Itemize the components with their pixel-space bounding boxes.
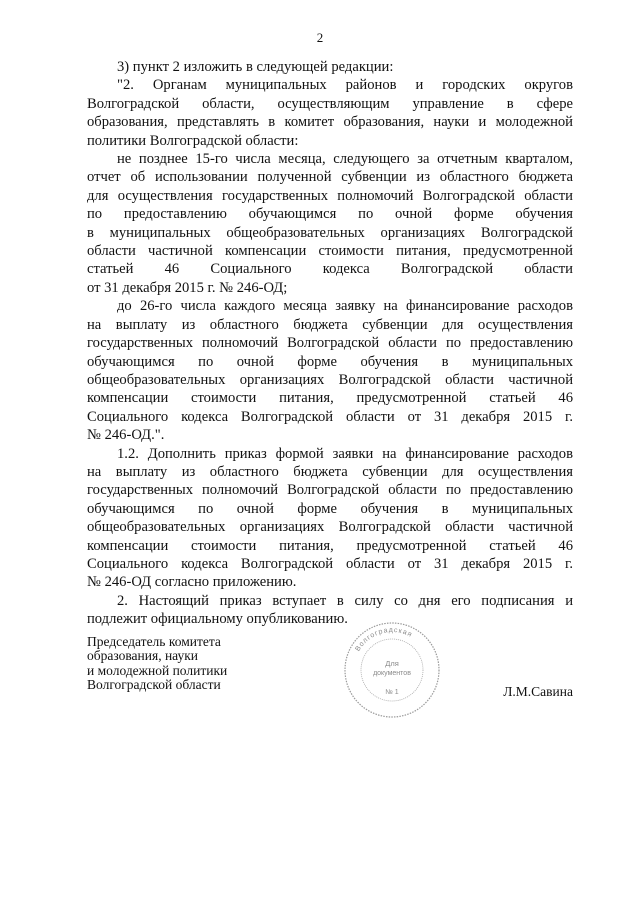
official-stamp bbox=[342, 620, 442, 720]
text-line: общеобразовательных организациях Волгоградской области частичной bbox=[87, 519, 573, 536]
text-line: политики Волгоградской области: bbox=[87, 132, 299, 149]
document-body bbox=[87, 58, 573, 629]
text-line: обучающимся по очной форме обучения в муниципальных bbox=[87, 353, 573, 370]
signatory-title-line: Волгоградской области bbox=[87, 677, 221, 693]
text-line: 2. Настоящий приказ вступает в силу со дня его подписания и bbox=[117, 592, 573, 609]
stamp-ring-text: Волгоградская bbox=[354, 626, 414, 653]
text-line: на выплату из областного бюджета субвенции для осуществления bbox=[87, 463, 573, 480]
signatory-title-line: Председатель комитета bbox=[87, 634, 221, 649]
paragraph-amendment-intro bbox=[87, 58, 573, 76]
svg-text:Волгоградская bbox=[354, 627, 413, 653]
stamp-number: № 1 bbox=[385, 689, 399, 696]
text-line: статьей 46 Социального кодекса Волгоградской области bbox=[87, 261, 573, 278]
text-line: Социального кодекса Волгоградской области от 31 декабря 2015 г. bbox=[87, 408, 573, 425]
text-line: 3) пункт 2 изложить в следующей редакции: bbox=[117, 59, 394, 75]
stamp-center-line: Для bbox=[385, 659, 399, 668]
text-line: на выплату из областного бюджета субвенции для осуществления bbox=[87, 316, 573, 333]
text-line: № 246-ОД.". bbox=[87, 427, 165, 444]
text-line: до 26-го числа каждого месяца заявку на финансирование расходов bbox=[117, 298, 573, 315]
text-line: для осуществления государственных полномочий Волгоградской области bbox=[87, 187, 573, 204]
text-line: области частичной компенсации стоимости питания, предусмотренной bbox=[87, 243, 573, 260]
stamp-center-line: документов bbox=[373, 670, 411, 677]
text-line: подлежит официальному опубликованию. bbox=[87, 611, 348, 628]
text-line: 1.2. Дополнить приказ формой заявки на финансирование расходов bbox=[117, 445, 573, 462]
text-line: компенсации стоимости питания, предусмотренной статьей 46 bbox=[87, 390, 573, 407]
paragraph-point-1-2 bbox=[87, 445, 573, 592]
signatory-title-line: образования, науки bbox=[87, 648, 199, 664]
text-line: от 31 декабря 2015 г. № 246-ОД; bbox=[87, 279, 288, 296]
text-line: "2. Органам муниципальных районов и городских округов bbox=[117, 77, 573, 94]
text-line: образования, представлять в комитет образования, науки и молодежной bbox=[87, 114, 573, 131]
text-line: по предоставлению обучающимся по очной форме обучения bbox=[87, 206, 573, 223]
text-line: Волгоградской области, осуществляющим управление в сфере bbox=[87, 95, 573, 112]
text-line: не позднее 15-го числа месяца, следующего за отчетным кварталом, bbox=[117, 151, 573, 168]
paragraph-report-deadline bbox=[87, 150, 573, 297]
text-line: Социального кодекса Волгоградской области от 31 декабря 2015 г. bbox=[87, 555, 573, 572]
stamp-seal-graphic bbox=[342, 620, 442, 720]
text-line: компенсации стоимости питания, предусмотренной статьей 46 bbox=[87, 537, 573, 554]
text-line: отчет об использовании полученной субвенции из областного бюджета bbox=[87, 169, 573, 186]
signatory-title-line: и молодежной политики bbox=[87, 662, 228, 678]
text-line: в муниципальных общеобразовательных организациях Волгоградской bbox=[87, 224, 573, 241]
signatory-name: Л.М.Савина bbox=[503, 684, 573, 699]
paragraph-point-2 bbox=[87, 76, 573, 150]
paragraph-effective-date bbox=[87, 592, 573, 629]
text-line: государственных полномочий Волгоградской области по предоставлению bbox=[87, 335, 573, 352]
paragraph-monthly-request bbox=[87, 297, 573, 444]
text-line: общеобразовательных организациях Волгоградской области частичной bbox=[87, 371, 573, 388]
text-line: обучающимся по очной форме обучения в муниципальных bbox=[87, 500, 573, 517]
text-line: № 246-ОД согласно приложению. bbox=[87, 574, 297, 591]
page-number: 2 bbox=[316, 30, 324, 45]
text-line: государственных полномочий Волгоградской области по предоставлению bbox=[87, 482, 573, 499]
